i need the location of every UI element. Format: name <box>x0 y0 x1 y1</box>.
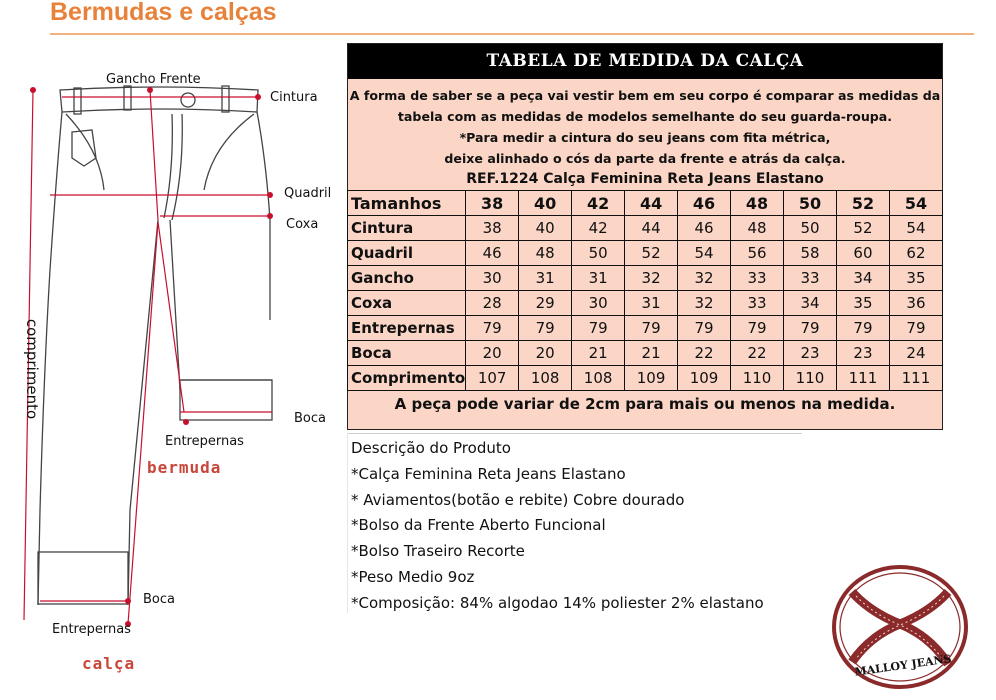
measure-cell: 111 <box>889 366 942 391</box>
measure-cell: 46 <box>678 216 731 241</box>
measure-cell: 54 <box>678 241 731 266</box>
measure-cell: 79 <box>625 316 678 341</box>
measure-cell: 48 <box>731 216 784 241</box>
table-row <box>348 366 943 391</box>
measure-cell: 22 <box>678 341 731 366</box>
label-bermuda: bermuda <box>147 458 222 477</box>
measure-cell: 31 <box>572 266 625 291</box>
measure-cell: 22 <box>731 341 784 366</box>
measure-cell: 79 <box>889 316 942 341</box>
measure-cell: 44 <box>625 216 678 241</box>
malloy-jeans-logo <box>830 562 970 692</box>
row-label: Comprimento <box>348 366 466 391</box>
measure-cell: 31 <box>625 291 678 316</box>
table-row <box>348 341 943 366</box>
measure-cell: 52 <box>836 216 889 241</box>
measure-cell: 32 <box>625 266 678 291</box>
measure-cell: 52 <box>625 241 678 266</box>
label-calca: calça <box>82 654 136 673</box>
measure-cell: 32 <box>678 291 731 316</box>
measure-cell: 32 <box>678 266 731 291</box>
measure-cell: 108 <box>572 366 625 391</box>
row-label: Cintura <box>348 216 466 241</box>
measure-cell: 79 <box>519 316 572 341</box>
table-title: TABELA DE MEDIDA DA CALÇA <box>348 44 942 79</box>
measure-cell: 79 <box>731 316 784 341</box>
table-row <box>348 216 943 241</box>
table-row <box>348 316 943 341</box>
description-item: *Calça Feminina Reta Jeans Elastano <box>351 464 626 483</box>
description-heading: Descrição do Produto <box>351 439 511 457</box>
table-row <box>348 266 943 291</box>
measure-cell: 111 <box>836 366 889 391</box>
row-label: Entrepernas <box>348 316 466 341</box>
measure-cell: 40 <box>519 216 572 241</box>
pants-diagram <box>0 40 345 700</box>
label-cintura: Cintura <box>270 90 318 105</box>
measure-cell: 30 <box>572 291 625 316</box>
measure-cell: 62 <box>889 241 942 266</box>
measure-cell: 108 <box>519 366 572 391</box>
measure-cell: 46 <box>466 241 519 266</box>
measure-cell: 20 <box>519 341 572 366</box>
product-description <box>351 436 764 617</box>
measure-cell: 29 <box>519 291 572 316</box>
header-divider <box>50 33 974 35</box>
measurement-panel <box>347 43 943 430</box>
measure-cell: 35 <box>889 266 942 291</box>
header-label: Tamanhos <box>348 191 466 216</box>
measure-cell: 79 <box>572 316 625 341</box>
label-entrepernas-calca: Entrepernas <box>52 622 131 637</box>
measure-cell: 107 <box>466 366 519 391</box>
label-boca-calca: Boca <box>143 592 175 607</box>
measure-cell: 110 <box>731 366 784 391</box>
row-label: Quadril <box>348 241 466 266</box>
description-item: *Peso Medio 9oz <box>351 567 475 586</box>
measure-cell: 30 <box>466 266 519 291</box>
size-cell: 38 <box>466 191 519 216</box>
row-label: Boca <box>348 341 466 366</box>
intro-line: *Para medir a cintura do seu jeans com fita métrica, <box>459 130 831 145</box>
size-cell: 46 <box>678 191 731 216</box>
measure-cell: 34 <box>784 291 837 316</box>
description-divider <box>347 433 802 434</box>
size-cell: 50 <box>784 191 837 216</box>
measure-cell: 109 <box>625 366 678 391</box>
description-item: *Bolso da Frente Aberto Funcional <box>351 516 606 535</box>
measure-cell: 79 <box>836 316 889 341</box>
measure-cell: 54 <box>889 216 942 241</box>
page-title: Bermudas e calças <box>50 0 277 26</box>
measure-cell: 79 <box>784 316 837 341</box>
table-footnote: A peça pode variar de 2cm para mais ou menos na medida. <box>394 395 896 413</box>
measure-cell: 35 <box>836 291 889 316</box>
row-label: Gancho <box>348 266 466 291</box>
label-gancho-frente: Gancho Frente <box>106 72 201 87</box>
measure-cell: 33 <box>731 291 784 316</box>
label-comprimento: comprimento <box>23 318 41 420</box>
measure-cell: 50 <box>572 241 625 266</box>
size-cell: 52 <box>836 191 889 216</box>
measure-cell: 42 <box>572 216 625 241</box>
table-intro <box>348 79 942 190</box>
measure-cell: 21 <box>625 341 678 366</box>
measure-cell: 110 <box>784 366 837 391</box>
size-cell: 48 <box>731 191 784 216</box>
label-coxa: Coxa <box>286 217 319 232</box>
logo-text: MALLOY JEANS <box>853 652 953 679</box>
table-header-row <box>348 191 943 216</box>
measure-cell: 33 <box>731 266 784 291</box>
label-boca-bermuda: Boca <box>294 411 326 426</box>
measure-cell: 58 <box>784 241 837 266</box>
measure-cell: 79 <box>466 316 519 341</box>
measure-cell: 23 <box>836 341 889 366</box>
size-cell: 44 <box>625 191 678 216</box>
size-cell: 54 <box>889 191 942 216</box>
description-side-divider <box>347 433 348 613</box>
row-label: Coxa <box>348 291 466 316</box>
description-item: *Bolso Traseiro Recorte <box>351 542 525 561</box>
description-item: * Aviamentos(botão e rebite) Cobre dourado <box>351 490 685 509</box>
measure-cell: 48 <box>519 241 572 266</box>
measure-cell: 79 <box>678 316 731 341</box>
size-cell: 42 <box>572 191 625 216</box>
table-row <box>348 291 943 316</box>
measure-cell: 50 <box>784 216 837 241</box>
intro-line: deixe alinhado o cós da parte da frente e atrás da calça. <box>444 151 846 166</box>
table-row <box>348 241 943 266</box>
measure-cell: 109 <box>678 366 731 391</box>
measure-cell: 33 <box>784 266 837 291</box>
measure-cell: 20 <box>466 341 519 366</box>
measure-cell: 36 <box>889 291 942 316</box>
intro-line: tabela com as medidas de modelos semelhante do seu guarda-roupa. <box>397 109 893 124</box>
label-entrepernas-bermuda: Entrepernas <box>165 434 244 449</box>
measure-cell: 23 <box>784 341 837 366</box>
size-table <box>347 190 943 391</box>
measure-cell: 56 <box>731 241 784 266</box>
label-quadril: Quadril <box>284 186 332 201</box>
measure-cell: 38 <box>466 216 519 241</box>
measure-cell: 24 <box>889 341 942 366</box>
measure-cell: 60 <box>836 241 889 266</box>
intro-line: A forma de saber se a peça vai vestir bem em seu corpo é comparar as medidas da <box>349 88 941 103</box>
measure-cell: 31 <box>519 266 572 291</box>
measure-cell: 21 <box>572 341 625 366</box>
measure-cell: 28 <box>466 291 519 316</box>
measure-cell: 34 <box>836 266 889 291</box>
description-item: *Composição: 84% algodao 14% poliester 2% elastano <box>351 593 764 612</box>
product-reference: REF.1224 Calça Feminina Reta Jeans Elastano <box>466 171 824 187</box>
size-cell: 40 <box>519 191 572 216</box>
